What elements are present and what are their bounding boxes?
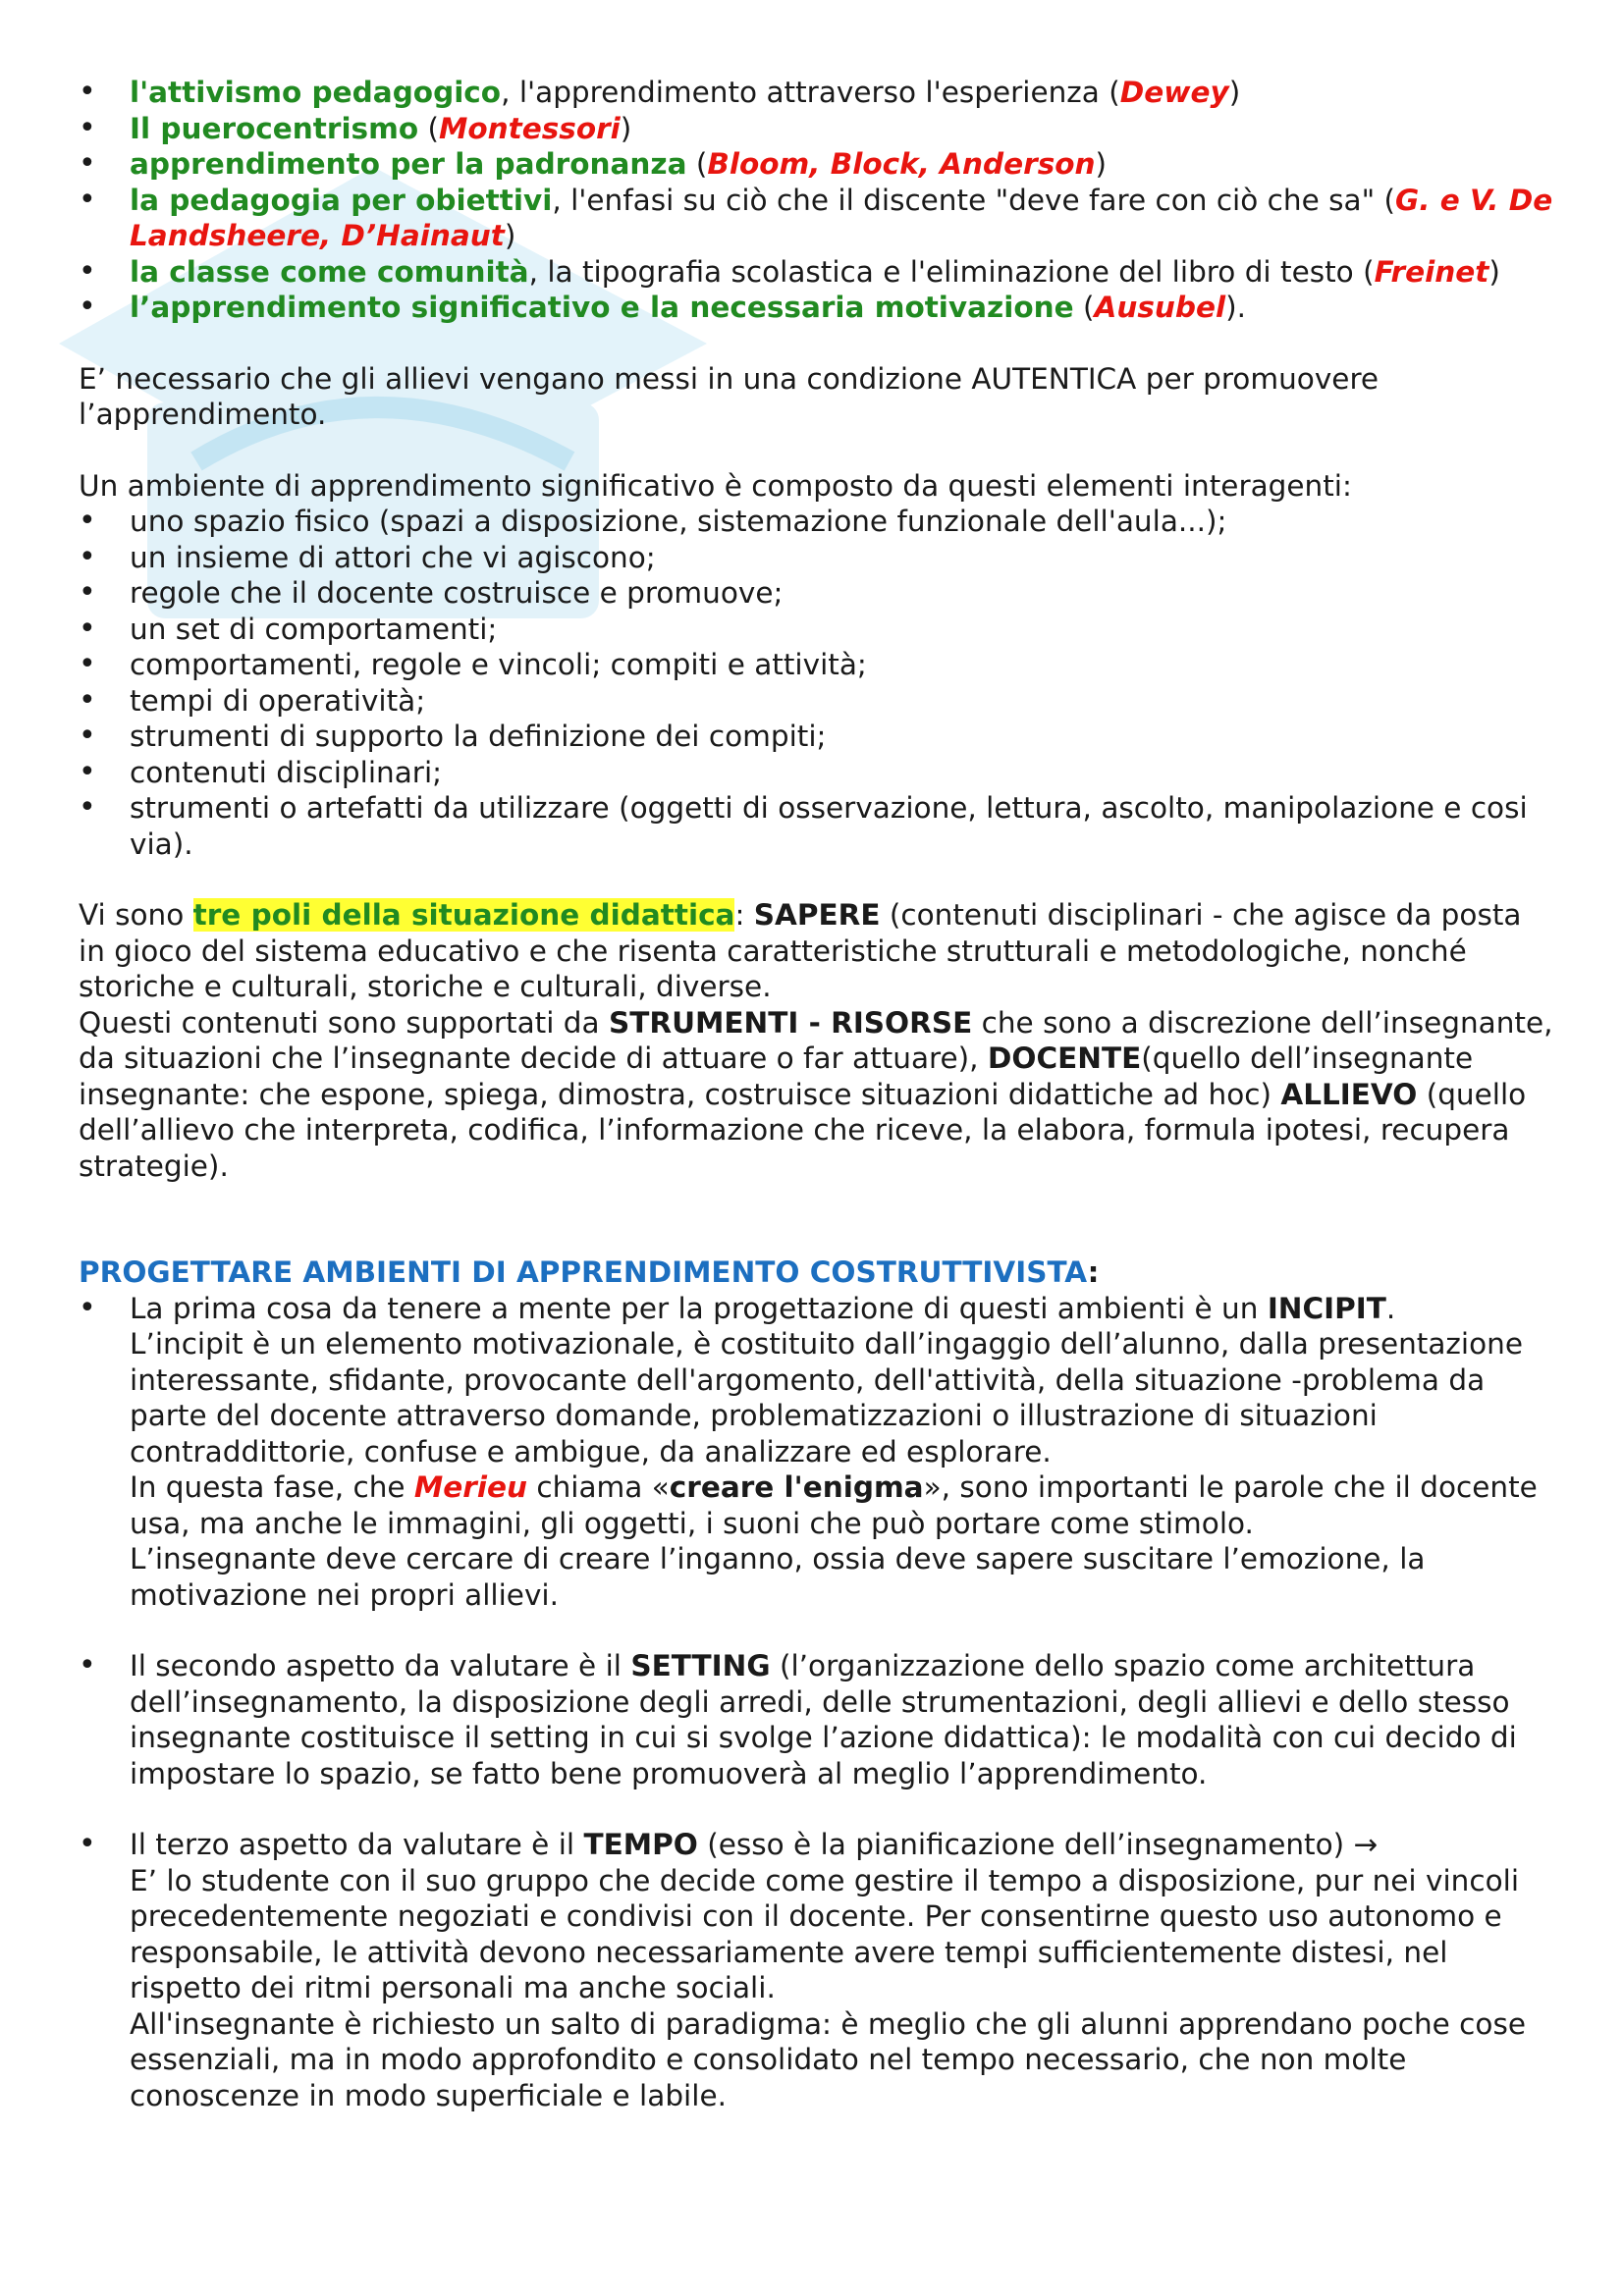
- paragraph-autentica: E’ necessario che gli allievi vengano messi in una condizione AUTENTICA per promuovere l’apprendimento.: [79, 361, 1380, 431]
- list-item: • un set di comportamenti;: [79, 612, 1556, 648]
- list-item: • uno spazio fisico (spazi a disposizione, sistemazione funzionale dell'aula...);: [79, 504, 1556, 540]
- list-item: • comportamenti, regole e vincoli; compiti e attività;: [79, 647, 1556, 683]
- section-heading: PROGETTARE AMBIENTI DI APPRENDIMENTO COSTRUTTIVISTA:: [79, 1255, 1100, 1289]
- list-item: • Il puerocentrismo (Montessori): [79, 111, 1556, 147]
- list-item: • apprendimento per la padronanza (Bloom, Block, Anderson): [79, 146, 1556, 183]
- list-item: • la classe come comunità, la tipografia scolastica e l'eliminazione del libro di testo (Freinet): [79, 254, 1556, 291]
- list-item-setting: • Il secondo aspetto da valutare è il SETTING (l’organizzazione dello spazio come architettura dell’insegnamento, la disposizione degli arredi, delle strumentazioni, degli allievi e dello stesso insegnante costituisce il setting in cui si svolge l’azione didattica): le modalità con cui decido di impostare lo spazio, se fatto bene promuoverà al meglio l’apprendimento.: [79, 1648, 1556, 1791]
- list-item: • contenuti disciplinari;: [79, 755, 1556, 791]
- list-item: • strumenti di supporto la definizione dei compiti;: [79, 719, 1556, 755]
- list-item: • strumenti o artefatti da utilizzare (oggetti di osservazione, lettura, ascolto, manipolazione e cosi via).: [79, 790, 1556, 862]
- arrow-icon: →: [1353, 1828, 1379, 1861]
- list-item-tempo: • Il terzo aspetto da valutare è il TEMPO (esso è la pianificazione dell’insegnamento) → E’ lo studente con il suo gruppo che decide come gestire il tempo a disposizione, pur nei vincoli precedentemente negoziati e condivisi con il docente. Per consentirne questo uso autonomo e responsabile, le attività devono necessariamente avere tempi sufficientemente distesi, nel rispetto dei ritmi personali ma anche sociali. All'insegnante è richiesto un salto di paradigma: è meglio che gli alunni apprendano poche cose essenziali, ma in modo approfondito e consolidato nel tempo necessario, che non molte conoscenze in modo superficiale e labile.: [79, 1827, 1556, 2113]
- highlighted-text: tre poli della situazione didattica: [192, 898, 735, 932]
- paragraph-poli: Vi sono tre poli della situazione didattica: SAPERE (contenuti disciplinari - che agisce da posta in gioco del sistema educativo e che risenta caratteristiche strutturali e metodologiche, nonché storiche e culturali, storiche e culturali, diverse.: [79, 898, 1522, 1003]
- list-item: • regole che il docente costruisce e promuove;: [79, 575, 1556, 612]
- paragraph-strumenti: Questi contenuti sono supportati da STRUMENTI - RISORSE che sono a discrezione dell’insegnante, da situazioni che l’insegnante decide di attuare o far attuare), DOCENTE(quello dell’insegnante insegnante: che espone, spiega, dimostra, costruisce situazioni didattiche ad hoc) ALLIEVO (quello dell’allievo che interpreta, codifica, l’informazione che riceve, la elabora, formula ipotesi, recupera strategie).: [79, 1005, 1553, 1183]
- paragraph-ambiente: Un ambiente di apprendimento significativo è composto da questi elementi interagenti:: [79, 468, 1352, 503]
- pedagogy-list: [79, 75, 1556, 326]
- document-body: [79, 75, 1556, 2113]
- list-item: • la pedagogia per obiettivi, l'enfasi su ciò che il discente "deve fare con ciò che sa" (G. e V. De Landsheere, D’Hainaut): [79, 183, 1556, 254]
- list-item: • un insieme di attori che vi agiscono;: [79, 540, 1556, 576]
- list-item-incipit: • La prima cosa da tenere a mente per la progettazione di questi ambienti è un INCIPIT. L’incipit è un elemento motivazionale, è costituito dall’ingaggio dell’alunno, dalla presentazione interessante, sfidante, provocante dell'argomento, dell'attività, della situazione -problema da parte del docente attraverso domande, problematizzazioni o illustrazione di situazioni contraddittorie, confuse e ambigue, da analizzare ed esplorare. In questa fase, che Merieu chiama «creare l'enigma», sono importanti le parole che il docente usa, ma anche le immagini, gli oggetti, i suoni che può portare come stimolo. L’insegnante deve cercare di creare l’inganno, ossia deve sapere suscitare l’emozione, la motivazione nei propri allievi.: [79, 1291, 1556, 1614]
- list-item: • tempi di operatività;: [79, 683, 1556, 720]
- design-list: [79, 1291, 1556, 2114]
- list-item: • l'attivismo pedagogico, l'apprendimento attraverso l'esperienza (Dewey): [79, 75, 1556, 111]
- list-item: • l’apprendimento significativo e la necessaria motivazione (Ausubel).: [79, 290, 1556, 326]
- elements-list: [79, 504, 1556, 862]
